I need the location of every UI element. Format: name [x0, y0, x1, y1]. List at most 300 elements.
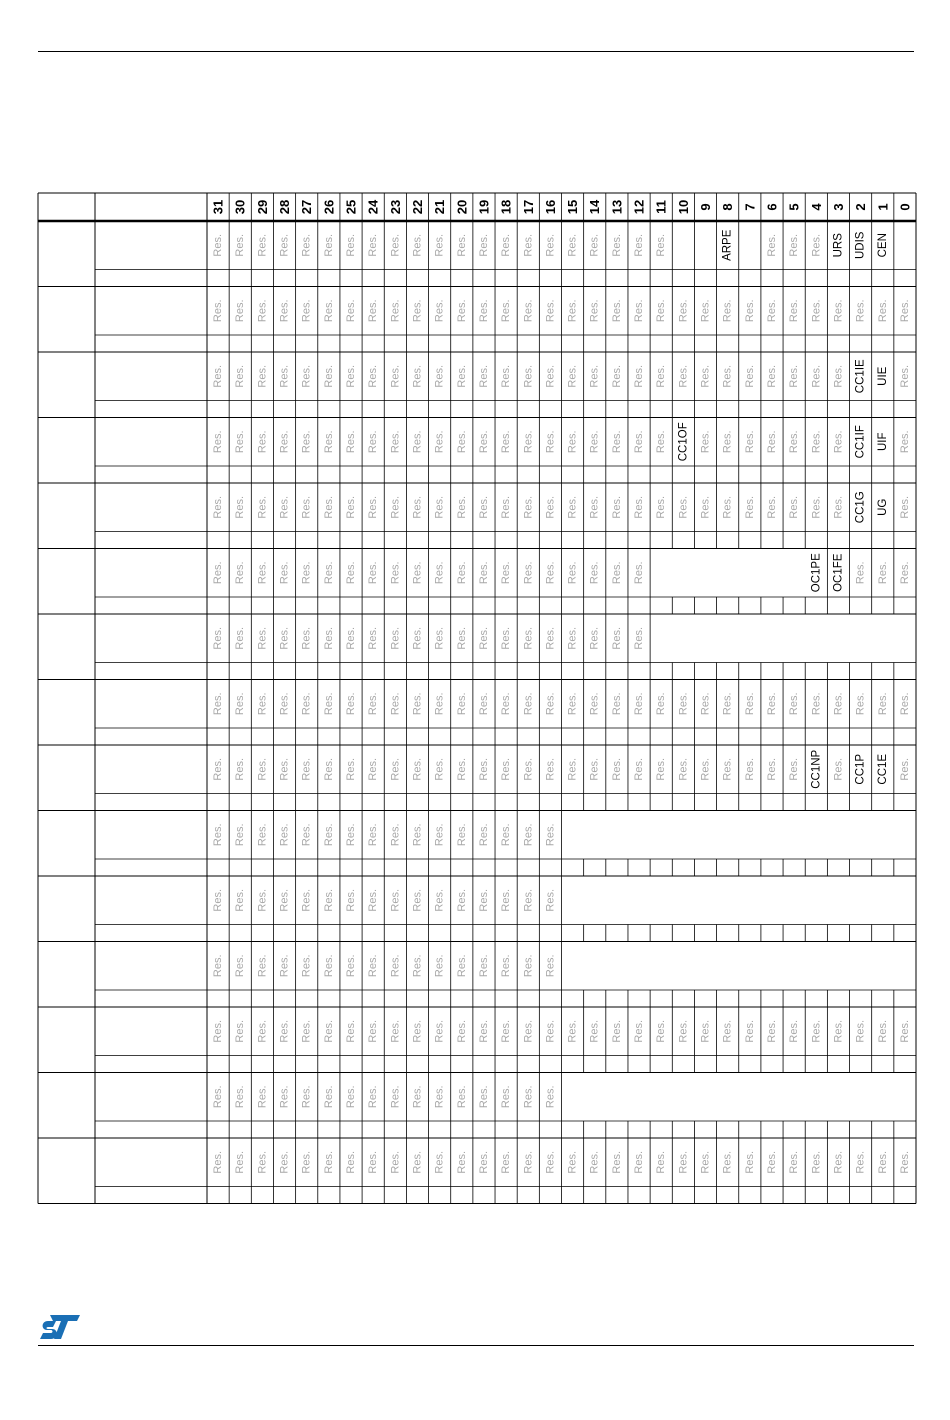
reserved-bit-label: Res. — [788, 364, 801, 388]
reserved-bit-label: Res. — [743, 495, 756, 519]
reserved-bit-label: Res. — [566, 757, 579, 781]
reserved-bit-label: Res. — [256, 495, 269, 519]
bit-field-label: CC1NP — [810, 749, 823, 789]
reserved-bit-label: Res. — [500, 823, 513, 847]
reserved-bit-label: Res. — [477, 692, 490, 716]
reserved-bit-label: Res. — [544, 626, 557, 650]
reserved-bit-label: Res. — [322, 495, 335, 519]
reserved-bit-label: Res. — [566, 561, 579, 585]
reserved-bit-label: Res. — [876, 692, 889, 716]
reserved-bit-label: Res. — [566, 1150, 579, 1174]
reserved-bit-label: Res. — [389, 1150, 402, 1174]
reserved-bit-label: Res. — [322, 626, 335, 650]
reserved-bit-label: Res. — [765, 364, 778, 388]
reserved-bit-label: Res. — [633, 561, 646, 585]
reserved-bit-label: Res. — [500, 233, 513, 257]
reserved-bit-label: Res. — [743, 364, 756, 388]
reserved-bit-label: Res. — [256, 888, 269, 912]
reserved-bit-label: Res. — [322, 954, 335, 978]
reserved-bit-label: Res. — [522, 495, 535, 519]
reserved-bit-label: Res. — [655, 757, 668, 781]
reserved-bit-label: Res. — [588, 626, 601, 650]
reserved-bit-label: Res. — [544, 364, 557, 388]
bit-number-header: 16 — [542, 199, 558, 215]
reserved-bit-label: Res. — [610, 430, 623, 454]
reserved-bit-label: Res. — [455, 299, 468, 323]
reserved-bit-label: Res. — [367, 364, 380, 388]
reserved-bit-label: Res. — [322, 1085, 335, 1109]
reserved-bit-label: Res. — [367, 1150, 380, 1174]
reserved-bit-label: Res. — [212, 888, 225, 912]
reserved-bit-label: Res. — [300, 888, 313, 912]
bit-number-header: 30 — [232, 199, 248, 215]
reserved-bit-label: Res. — [322, 888, 335, 912]
reserved-bit-label: Res. — [544, 1085, 557, 1109]
bit-number-header: 3 — [830, 203, 846, 211]
reserved-bit-label: Res. — [389, 233, 402, 257]
reserved-bit-label: Res. — [300, 233, 313, 257]
reserved-bit-label: Res. — [477, 757, 490, 781]
reserved-bit-label: Res. — [278, 430, 291, 454]
reserved-bit-label: Res. — [588, 233, 601, 257]
reserved-bit-label: Res. — [544, 757, 557, 781]
bit-number-header: 1 — [875, 203, 891, 211]
reserved-bit-label: Res. — [522, 561, 535, 585]
reserved-bit-label: Res. — [677, 757, 690, 781]
reserved-bit-label: Res. — [367, 1085, 380, 1109]
reserved-bit-label: Res. — [278, 1085, 291, 1109]
reserved-bit-label: Res. — [212, 364, 225, 388]
reserved-bit-label: Res. — [655, 299, 668, 323]
reserved-bit-label: Res. — [477, 1085, 490, 1109]
reserved-bit-label: Res. — [411, 1019, 424, 1043]
reserved-bit-label: Res. — [655, 233, 668, 257]
st-logo-icon — [36, 1312, 84, 1342]
reserved-bit-label: Res. — [610, 299, 623, 323]
reserved-bit-label: Res. — [256, 561, 269, 585]
reserved-bit-label: Res. — [566, 626, 579, 650]
reserved-bit-label: Res. — [743, 299, 756, 323]
reserved-bit-label: Res. — [522, 1085, 535, 1109]
reserved-bit-label: Res. — [278, 233, 291, 257]
reserved-bit-label: Res. — [765, 430, 778, 454]
reserved-bit-label: Res. — [322, 757, 335, 781]
reserved-bit-label: Res. — [433, 561, 446, 585]
reserved-bit-label: Res. — [212, 299, 225, 323]
reserved-bit-label: Res. — [345, 561, 358, 585]
reserved-bit-label: Res. — [345, 233, 358, 257]
reserved-bit-label: Res. — [544, 692, 557, 716]
reserved-bit-label: Res. — [411, 561, 424, 585]
reserved-bit-label: Res. — [699, 364, 712, 388]
reserved-bit-label: Res. — [788, 495, 801, 519]
bit-field-label: UG — [876, 498, 889, 516]
reserved-bit-label: Res. — [212, 757, 225, 781]
bit-field-label: CC1IF — [854, 425, 867, 459]
reserved-bit-label: Res. — [322, 364, 335, 388]
reserved-bit-label: Res. — [854, 1150, 867, 1174]
reserved-bit-label: Res. — [566, 1019, 579, 1043]
bit-number-header: 13 — [609, 199, 625, 215]
reserved-bit-label: Res. — [256, 1085, 269, 1109]
reserved-bit-label: Res. — [300, 1150, 313, 1174]
reserved-bit-label: Res. — [278, 626, 291, 650]
reserved-bit-label: Res. — [500, 364, 513, 388]
reserved-bit-label: Res. — [278, 757, 291, 781]
reserved-bit-label: Res. — [898, 692, 911, 716]
reserved-bit-label: Res. — [433, 823, 446, 847]
reserved-bit-label: Res. — [212, 692, 225, 716]
reserved-bit-label: Res. — [810, 692, 823, 716]
reserved-bit-label: Res. — [455, 757, 468, 781]
reserved-bit-label: Res. — [677, 495, 690, 519]
reserved-bit-label: Res. — [389, 1019, 402, 1043]
bit-field-label: CC1OF — [677, 422, 690, 462]
reserved-bit-label: Res. — [566, 495, 579, 519]
reserved-bit-label: Res. — [300, 495, 313, 519]
bit-field-label: CC1P — [854, 753, 867, 785]
reserved-bit-label: Res. — [300, 954, 313, 978]
reserved-bit-label: Res. — [500, 692, 513, 716]
reserved-bit-label: Res. — [234, 823, 247, 847]
reserved-bit-label: Res. — [300, 1085, 313, 1109]
reserved-bit-label: Res. — [788, 692, 801, 716]
reserved-bit-label: Res. — [743, 757, 756, 781]
reserved-bit-label: Res. — [832, 299, 845, 323]
reserved-bit-label: Res. — [256, 626, 269, 650]
reserved-bit-label: Res. — [477, 1150, 490, 1174]
reserved-bit-label: Res. — [544, 561, 557, 585]
reserved-bit-label: Res. — [633, 495, 646, 519]
reserved-bit-label: Res. — [212, 823, 225, 847]
bit-number-header: 6 — [764, 203, 780, 211]
reserved-bit-label: Res. — [455, 233, 468, 257]
reserved-bit-label: Res. — [699, 495, 712, 519]
reserved-bit-label: Res. — [300, 757, 313, 781]
reserved-bit-label: Res. — [677, 692, 690, 716]
bit-number-header: 24 — [365, 199, 381, 215]
bit-field-label: CC1E — [876, 753, 889, 785]
reserved-bit-label: Res. — [411, 430, 424, 454]
reserved-bit-label: Res. — [588, 1150, 601, 1174]
reserved-bit-label: Res. — [433, 888, 446, 912]
reserved-bit-label: Res. — [389, 888, 402, 912]
reserved-bit-label: Res. — [212, 495, 225, 519]
reserved-bit-label: Res. — [832, 757, 845, 781]
bit-field-label: CC1G — [854, 491, 867, 524]
bit-field-label: UIF — [876, 432, 889, 452]
bit-number-header: 2 — [853, 203, 869, 211]
reserved-bit-label: Res. — [721, 299, 734, 323]
reserved-bit-label: Res. — [743, 1150, 756, 1174]
reserved-bit-label: Res. — [367, 692, 380, 716]
reserved-bit-label: Res. — [455, 626, 468, 650]
reserved-bit-label: Res. — [677, 364, 690, 388]
reserved-bit-label: Res. — [522, 233, 535, 257]
reserved-bit-label: Res. — [389, 495, 402, 519]
reserved-bit-label: Res. — [256, 299, 269, 323]
reserved-bit-label: Res. — [300, 626, 313, 650]
reserved-bit-label: Res. — [367, 233, 380, 257]
bit-number-header: 18 — [498, 199, 514, 215]
reserved-bit-label: Res. — [588, 757, 601, 781]
reserved-bit-label: Res. — [500, 1019, 513, 1043]
reserved-bit-label: Res. — [655, 692, 668, 716]
reserved-bit-label: Res. — [699, 1019, 712, 1043]
reserved-bit-label: Res. — [234, 692, 247, 716]
reserved-bit-label: Res. — [633, 757, 646, 781]
reserved-bit-label: Res. — [610, 495, 623, 519]
reserved-bit-label: Res. — [721, 1019, 734, 1043]
bit-number-header: 14 — [587, 199, 603, 215]
reserved-bit-label: Res. — [455, 1150, 468, 1174]
reserved-bit-label: Res. — [699, 757, 712, 781]
reserved-bit-label: Res. — [854, 692, 867, 716]
bit-number-header: 17 — [520, 199, 536, 215]
reserved-bit-label: Res. — [367, 495, 380, 519]
reserved-bit-label: Res. — [455, 364, 468, 388]
reserved-bit-label: Res. — [500, 1085, 513, 1109]
reserved-bit-label: Res. — [832, 1150, 845, 1174]
reserved-bit-label: Res. — [677, 1019, 690, 1043]
reserved-bit-label: Res. — [455, 561, 468, 585]
bit-number-header: 27 — [299, 199, 315, 215]
reserved-bit-label: Res. — [433, 233, 446, 257]
reserved-bit-label: Res. — [433, 954, 446, 978]
reserved-bit-label: Res. — [256, 1019, 269, 1043]
reserved-bit-label: Res. — [765, 757, 778, 781]
reserved-bit-label: Res. — [322, 430, 335, 454]
reserved-bit-label: Res. — [455, 823, 468, 847]
reserved-bit-label: Res. — [544, 888, 557, 912]
reserved-bit-label: Res. — [788, 233, 801, 257]
reserved-bit-label: Res. — [322, 233, 335, 257]
reserved-bit-label: Res. — [411, 626, 424, 650]
reserved-bit-label: Res. — [433, 299, 446, 323]
reserved-bit-label: Res. — [810, 1150, 823, 1174]
reserved-bit-label: Res. — [743, 430, 756, 454]
reserved-bit-label: Res. — [367, 954, 380, 978]
reserved-bit-label: Res. — [788, 757, 801, 781]
reserved-bit-label: Res. — [477, 561, 490, 585]
reserved-bit-label: Res. — [345, 823, 358, 847]
reserved-bit-label: Res. — [765, 1019, 778, 1043]
reserved-bit-label: Res. — [433, 757, 446, 781]
reserved-bit-label: Res. — [367, 430, 380, 454]
bit-field-label: CEN — [876, 233, 889, 258]
reserved-bit-label: Res. — [500, 954, 513, 978]
reserved-bit-label: Res. — [633, 1019, 646, 1043]
reserved-bit-label: Res. — [212, 626, 225, 650]
reserved-bit-label: Res. — [788, 1019, 801, 1043]
reserved-bit-label: Res. — [588, 561, 601, 585]
reserved-bit-label: Res. — [810, 364, 823, 388]
reserved-bit-label: Res. — [367, 757, 380, 781]
reserved-bit-label: Res. — [300, 823, 313, 847]
reserved-bit-label: Res. — [500, 757, 513, 781]
reserved-bit-label: Res. — [411, 364, 424, 388]
bit-field-label: UDIS — [854, 231, 867, 259]
reserved-bit-label: Res. — [256, 233, 269, 257]
reserved-bit-label: Res. — [610, 1019, 623, 1043]
reserved-bit-label: Res. — [477, 1019, 490, 1043]
reserved-bit-label: Res. — [411, 954, 424, 978]
reserved-bit-label: Res. — [876, 299, 889, 323]
reserved-bit-label: Res. — [322, 692, 335, 716]
reserved-bit-label: Res. — [588, 430, 601, 454]
reserved-bit-label: Res. — [234, 430, 247, 454]
reserved-bit-label: Res. — [345, 364, 358, 388]
reserved-bit-label: Res. — [610, 1150, 623, 1174]
reserved-bit-label: Res. — [278, 888, 291, 912]
reserved-bit-label: Res. — [322, 1019, 335, 1043]
reserved-bit-label: Res. — [566, 364, 579, 388]
reserved-bit-label: Res. — [765, 299, 778, 323]
reserved-bit-label: Res. — [477, 888, 490, 912]
reserved-bit-label: Res. — [522, 299, 535, 323]
reserved-bit-label: Res. — [876, 1150, 889, 1174]
reserved-bit-label: Res. — [832, 692, 845, 716]
reserved-bit-label: Res. — [278, 692, 291, 716]
reserved-bit-label: Res. — [234, 1150, 247, 1174]
reserved-bit-label: Res. — [898, 299, 911, 323]
reserved-bit-label: Res. — [655, 495, 668, 519]
reserved-bit-label: Res. — [278, 364, 291, 388]
reserved-bit-label: Res. — [345, 1150, 358, 1174]
reserved-bit-label: Res. — [544, 495, 557, 519]
reserved-bit-label: Res. — [278, 561, 291, 585]
reserved-bit-label: Res. — [477, 299, 490, 323]
reserved-bit-label: Res. — [655, 1150, 668, 1174]
reserved-bit-label: Res. — [633, 299, 646, 323]
reserved-bit-label: Res. — [788, 430, 801, 454]
reserved-bit-label: Res. — [234, 233, 247, 257]
reserved-bit-label: Res. — [876, 561, 889, 585]
reserved-bit-label: Res. — [522, 757, 535, 781]
reserved-bit-label: Res. — [367, 299, 380, 323]
reserved-bit-label: Res. — [389, 430, 402, 454]
reserved-bit-label: Res. — [411, 692, 424, 716]
bit-number-header: 22 — [409, 199, 425, 215]
reserved-bit-label: Res. — [322, 1150, 335, 1174]
reserved-bit-label: Res. — [699, 1150, 712, 1174]
bit-number-header: 9 — [698, 203, 714, 211]
reserved-bit-label: Res. — [234, 364, 247, 388]
reserved-bit-label: Res. — [212, 1085, 225, 1109]
bit-number-header: 4 — [808, 203, 824, 211]
reserved-bit-label: Res. — [234, 561, 247, 585]
reserved-bit-label: Res. — [278, 954, 291, 978]
reserved-bit-label: Res. — [345, 495, 358, 519]
reserved-bit-label: Res. — [367, 823, 380, 847]
reserved-bit-label: Res. — [500, 626, 513, 650]
reserved-bit-label: Res. — [234, 299, 247, 323]
reserved-bit-label: Res. — [278, 823, 291, 847]
reserved-bit-label: Res. — [477, 430, 490, 454]
reserved-bit-label: Res. — [389, 823, 402, 847]
reserved-bit-label: Res. — [278, 299, 291, 323]
reserved-bit-label: Res. — [898, 1150, 911, 1174]
reserved-bit-label: Res. — [345, 299, 358, 323]
reserved-bit-label: Res. — [699, 692, 712, 716]
reserved-bit-label: Res. — [411, 1150, 424, 1174]
reserved-bit-label: Res. — [610, 692, 623, 716]
reserved-bit-label: Res. — [389, 692, 402, 716]
reserved-bit-label: Res. — [810, 299, 823, 323]
bit-field-label: CC1IE — [854, 359, 867, 394]
bit-field-label: OC1FE — [832, 553, 845, 592]
reserved-bit-label: Res. — [832, 364, 845, 388]
reserved-bit-label: Res. — [345, 430, 358, 454]
reserved-bit-label: Res. — [256, 823, 269, 847]
reserved-bit-label: Res. — [500, 561, 513, 585]
reserved-bit-label: Res. — [588, 495, 601, 519]
reserved-bit-label: Res. — [588, 692, 601, 716]
reserved-bit-label: Res. — [721, 430, 734, 454]
reserved-bit-label: Res. — [345, 757, 358, 781]
reserved-bit-label: Res. — [300, 561, 313, 585]
bit-number-header: 25 — [343, 199, 359, 215]
reserved-bit-label: Res. — [566, 299, 579, 323]
reserved-bit-label: Res. — [411, 888, 424, 912]
bit-number-header: 29 — [254, 199, 270, 215]
reserved-bit-label: Res. — [655, 1019, 668, 1043]
reserved-bit-label: Res. — [522, 692, 535, 716]
reserved-bit-label: Res. — [389, 299, 402, 323]
reserved-bit-label: Res. — [322, 561, 335, 585]
reserved-bit-label: Res. — [876, 1019, 889, 1043]
reserved-bit-label: Res. — [256, 1150, 269, 1174]
reserved-bit-label: Res. — [677, 299, 690, 323]
reserved-bit-label: Res. — [455, 954, 468, 978]
reserved-bit-label: Res. — [477, 954, 490, 978]
reserved-bit-label: Res. — [566, 430, 579, 454]
reserved-bit-label: Res. — [832, 495, 845, 519]
reserved-bit-label: Res. — [345, 888, 358, 912]
reserved-bit-label: Res. — [234, 1019, 247, 1043]
reserved-bit-label: Res. — [522, 1150, 535, 1174]
reserved-bit-label: Res. — [345, 1019, 358, 1043]
reserved-bit-label: Res. — [345, 1085, 358, 1109]
reserved-bit-label: Res. — [610, 233, 623, 257]
reserved-bit-label: Res. — [389, 757, 402, 781]
reserved-bit-label: Res. — [699, 430, 712, 454]
reserved-bit-label: Res. — [212, 233, 225, 257]
reserved-bit-label: Res. — [655, 430, 668, 454]
reserved-bit-label: Res. — [633, 364, 646, 388]
bit-number-header: 12 — [631, 199, 647, 215]
reserved-bit-label: Res. — [544, 954, 557, 978]
reserved-bit-label: Res. — [212, 561, 225, 585]
reserved-bit-label: Res. — [300, 364, 313, 388]
reserved-bit-label: Res. — [389, 626, 402, 650]
bit-number-header: 31 — [210, 199, 226, 215]
reserved-bit-label: Res. — [411, 823, 424, 847]
reserved-bit-label: Res. — [433, 626, 446, 650]
reserved-bit-label: Res. — [765, 495, 778, 519]
reserved-bit-label: Res. — [322, 823, 335, 847]
reserved-bit-label: Res. — [677, 1150, 690, 1174]
reserved-bit-label: Res. — [566, 233, 579, 257]
reserved-bit-label: Res. — [898, 430, 911, 454]
reserved-bit-label: Res. — [765, 692, 778, 716]
reserved-bit-label: Res. — [256, 364, 269, 388]
bit-field-label: ARPE — [721, 229, 734, 261]
reserved-bit-label: Res. — [212, 1019, 225, 1043]
reserved-bit-label: Res. — [455, 430, 468, 454]
reserved-bit-label: Res. — [345, 954, 358, 978]
reserved-bit-label: Res. — [898, 561, 911, 585]
